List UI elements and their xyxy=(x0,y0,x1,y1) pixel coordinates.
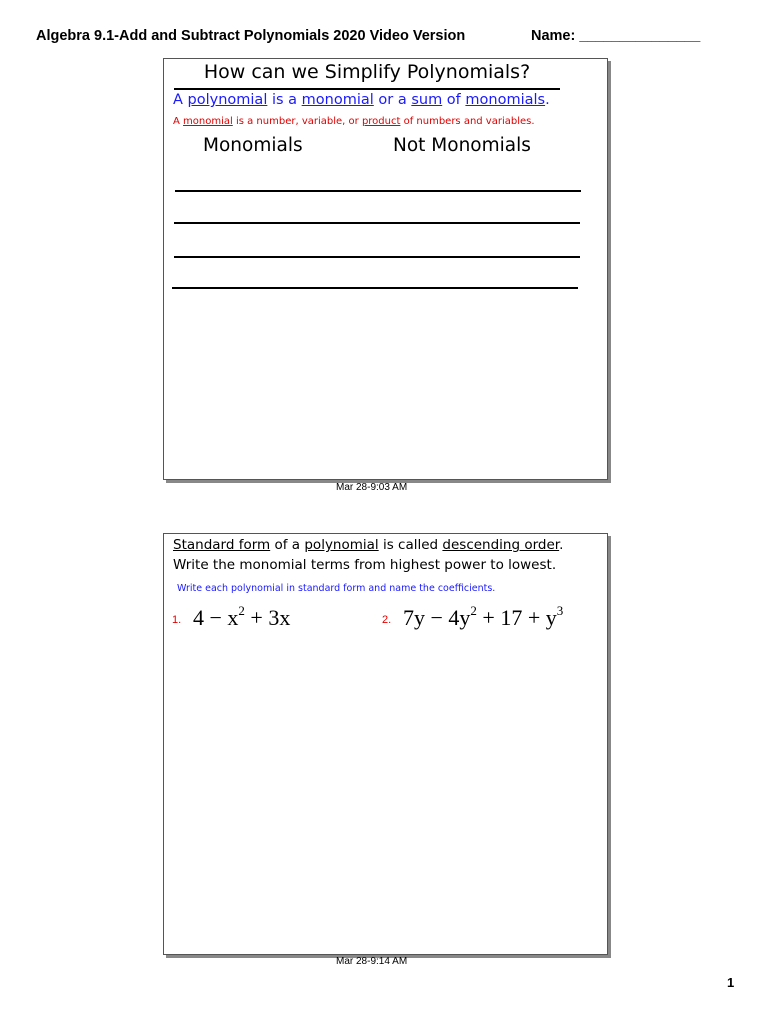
def1-is-a: is a xyxy=(267,92,302,108)
polynomial-definition xyxy=(173,92,550,108)
def1-monomials: monomials xyxy=(465,92,546,108)
problem-1-number: 1. xyxy=(172,614,182,626)
slide-2 xyxy=(163,533,608,955)
p1-term-b: + 3x xyxy=(244,605,291,630)
sf-polynomial: polynomial xyxy=(304,537,379,553)
answer-line-2 xyxy=(174,222,580,224)
slide-2-timestamp: Mar 28-9:14 AM xyxy=(336,956,408,967)
p2-term-b: + 17 + y xyxy=(476,605,557,630)
monomials-column-heading: Monomials xyxy=(203,135,303,156)
def1-monomial: monomial xyxy=(301,92,374,108)
sf-descending-order: descending order xyxy=(442,537,560,553)
problem-1-expression xyxy=(193,605,290,631)
problem-2-expression xyxy=(403,605,563,631)
document-title: Algebra 9.1-Add and Subtract Polynomials 2020 Video Version xyxy=(36,28,466,44)
slide-1-timestamp: Mar 28-9:03 AM xyxy=(336,482,408,493)
p2-term-a: 7y − 4y xyxy=(403,605,471,630)
answer-line-3 xyxy=(174,256,580,258)
def2-product: product xyxy=(361,116,401,127)
def2-a: A xyxy=(173,116,184,127)
name-field-label: Name: _______________ xyxy=(531,28,701,44)
sf-period: . xyxy=(559,537,564,553)
answer-line-1 xyxy=(175,190,581,192)
sf-standard-form: Standard form xyxy=(173,537,271,553)
answer-line-4 xyxy=(172,287,578,289)
def1-or-a: or a xyxy=(373,92,412,108)
title-underline xyxy=(174,88,560,90)
problem-2-number: 2. xyxy=(382,614,392,626)
instructions: Write each polynomial in standard form and name the coefficients. xyxy=(177,583,496,594)
def1-of: of xyxy=(442,92,466,108)
def1-period: . xyxy=(545,92,550,108)
p2-exponent-2: 3 xyxy=(556,603,564,618)
def2-middle: is a number, variable, or xyxy=(232,116,362,127)
not-monomials-column-heading: Not Monomials xyxy=(393,135,531,156)
p1-term-a: 4 − x xyxy=(193,605,239,630)
sf-of-a: of a xyxy=(270,537,305,553)
standard-form-explanation: Write the monomial terms from highest power to lowest. xyxy=(173,557,557,573)
p2-exponent-1: 2 xyxy=(470,603,477,618)
monomial-definition xyxy=(173,116,535,127)
slide-1-title: How can we Simplify Polynomials? xyxy=(203,61,531,83)
slide-1 xyxy=(163,58,608,480)
def2-monomial: monomial xyxy=(183,116,233,127)
def1-a: A xyxy=(173,92,188,108)
sf-called: is called xyxy=(378,537,443,553)
standard-form-definition xyxy=(173,537,563,553)
p1-exponent: 2 xyxy=(238,603,245,618)
def1-polynomial: polynomial xyxy=(187,92,268,108)
page-number: 1 xyxy=(727,975,735,990)
def1-sum: sum xyxy=(411,92,443,108)
def2-end: of numbers and variables. xyxy=(400,116,535,127)
